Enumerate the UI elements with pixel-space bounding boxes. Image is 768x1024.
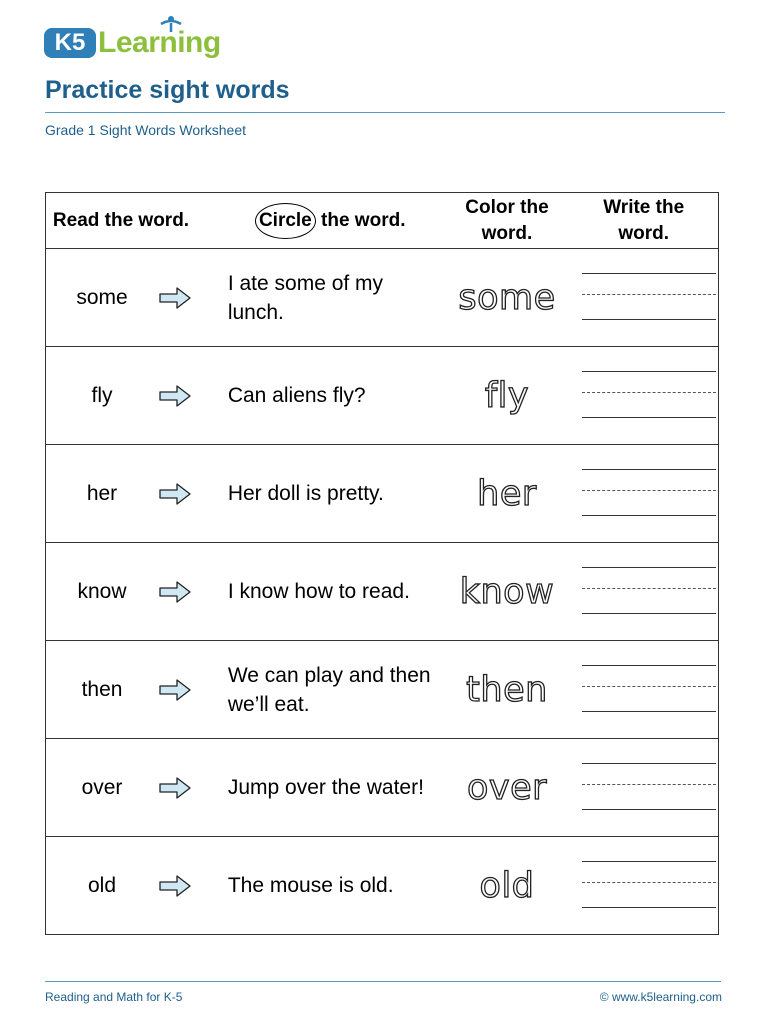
writing-line-bottom [582, 417, 716, 418]
footer-website: © www.k5learning.com [599, 990, 722, 1004]
sentence-text: I know how to read. [227, 580, 410, 603]
table-row [46, 347, 719, 445]
sight-word: fly [91, 383, 113, 407]
outline-word: over [466, 767, 548, 808]
writing-line-middle [582, 392, 716, 393]
sentence-cell [216, 837, 445, 935]
right-arrow-icon [159, 777, 191, 799]
sight-word: some [76, 285, 128, 309]
color-word-cell [445, 543, 570, 641]
logo-k5-badge: K5 [44, 28, 96, 58]
read-word-cell [46, 445, 216, 543]
writing-line-top [582, 763, 716, 764]
sentence-cell [216, 347, 445, 445]
writing-line-top [582, 567, 716, 568]
writing-line-top [582, 273, 716, 274]
sight-word: know [77, 579, 127, 603]
sentence-text: Her doll is pretty. [227, 482, 384, 505]
writing-line-middle [582, 588, 716, 589]
sentence-cell [216, 249, 445, 347]
header-circle: Circle the word. [216, 193, 445, 249]
outline-word: know [459, 571, 555, 612]
writing-line-top [582, 861, 716, 862]
writing-line-middle [582, 686, 716, 687]
sentence-cell [216, 445, 445, 543]
write-word-cell [569, 445, 718, 543]
sentence-text: We can play and then we’ll eat. [227, 663, 431, 716]
sight-word: her [86, 481, 118, 505]
sentence-cell [216, 641, 445, 739]
color-word-cell [445, 249, 570, 347]
footer-tagline: Reading and Math for K-5 [45, 990, 183, 1004]
right-arrow-icon [159, 679, 191, 701]
sentence-cell [216, 739, 445, 837]
writing-line-bottom [582, 809, 716, 810]
outline-word: her [477, 473, 537, 514]
k5-learning-logo [44, 14, 224, 64]
write-word-cell [569, 543, 718, 641]
header-divider [45, 112, 725, 113]
sentence-cell [216, 543, 445, 641]
table-header-row [46, 193, 719, 249]
table-row [46, 641, 719, 739]
page-subtitle: Grade 1 Sight Words Worksheet [45, 122, 247, 138]
read-word-cell [46, 739, 216, 837]
writing-line-bottom [582, 907, 716, 908]
writing-line-bottom [582, 711, 716, 712]
table-row [46, 249, 719, 347]
outline-word: then [466, 669, 548, 710]
table-row [46, 543, 719, 641]
table-row [46, 445, 719, 543]
write-word-cell [569, 837, 718, 935]
right-arrow-icon [159, 581, 191, 603]
writing-line-bottom [582, 613, 716, 614]
writing-line-top [582, 469, 716, 470]
writing-line-bottom [582, 515, 716, 516]
logo-figure-icon [157, 14, 185, 38]
sight-word: then [81, 677, 123, 701]
color-word-cell [445, 347, 570, 445]
worksheet-table [45, 192, 719, 935]
sentence-text: Jump over the water! [227, 776, 424, 799]
header-read: Read the word. [46, 193, 216, 249]
header-color: Color the word. [445, 193, 570, 249]
sight-word: over [81, 775, 123, 799]
writing-line-middle [582, 784, 716, 785]
right-arrow-icon [159, 385, 191, 407]
header-write: Write the word. [569, 193, 718, 249]
table-row [46, 739, 719, 837]
color-word-cell [445, 837, 570, 935]
write-word-cell [569, 641, 718, 739]
writing-line-top [582, 371, 716, 372]
color-word-cell [445, 641, 570, 739]
writing-line-middle [582, 294, 716, 295]
writing-line-middle [582, 490, 716, 491]
write-word-cell [569, 739, 718, 837]
color-word-cell [445, 739, 570, 837]
circled-word-example: Circle [255, 203, 316, 239]
right-arrow-icon [159, 287, 191, 309]
read-word-cell [46, 543, 216, 641]
outline-word: some [458, 277, 556, 318]
read-word-cell [46, 641, 216, 739]
write-word-cell [569, 347, 718, 445]
sentence-text: I ate some of my lunch. [227, 271, 384, 324]
table-row [46, 837, 719, 935]
writing-line-bottom [582, 319, 716, 320]
outline-word: old [479, 865, 535, 906]
read-word-cell [46, 249, 216, 347]
footer-divider [45, 981, 721, 982]
write-word-cell [569, 249, 718, 347]
color-word-cell [445, 445, 570, 543]
writing-line-top [582, 665, 716, 666]
right-arrow-icon [159, 875, 191, 897]
read-word-cell [46, 347, 216, 445]
logo-learning-text: Learning [98, 26, 221, 59]
sentence-text: The mouse is old. [227, 874, 394, 897]
page-title: Practice sight words [45, 76, 290, 104]
outline-word: fly [484, 375, 530, 416]
writing-line-middle [582, 882, 716, 883]
right-arrow-icon [159, 483, 191, 505]
sight-word: old [87, 873, 117, 897]
read-word-cell [46, 837, 216, 935]
sentence-text: Can aliens fly? [227, 384, 366, 407]
